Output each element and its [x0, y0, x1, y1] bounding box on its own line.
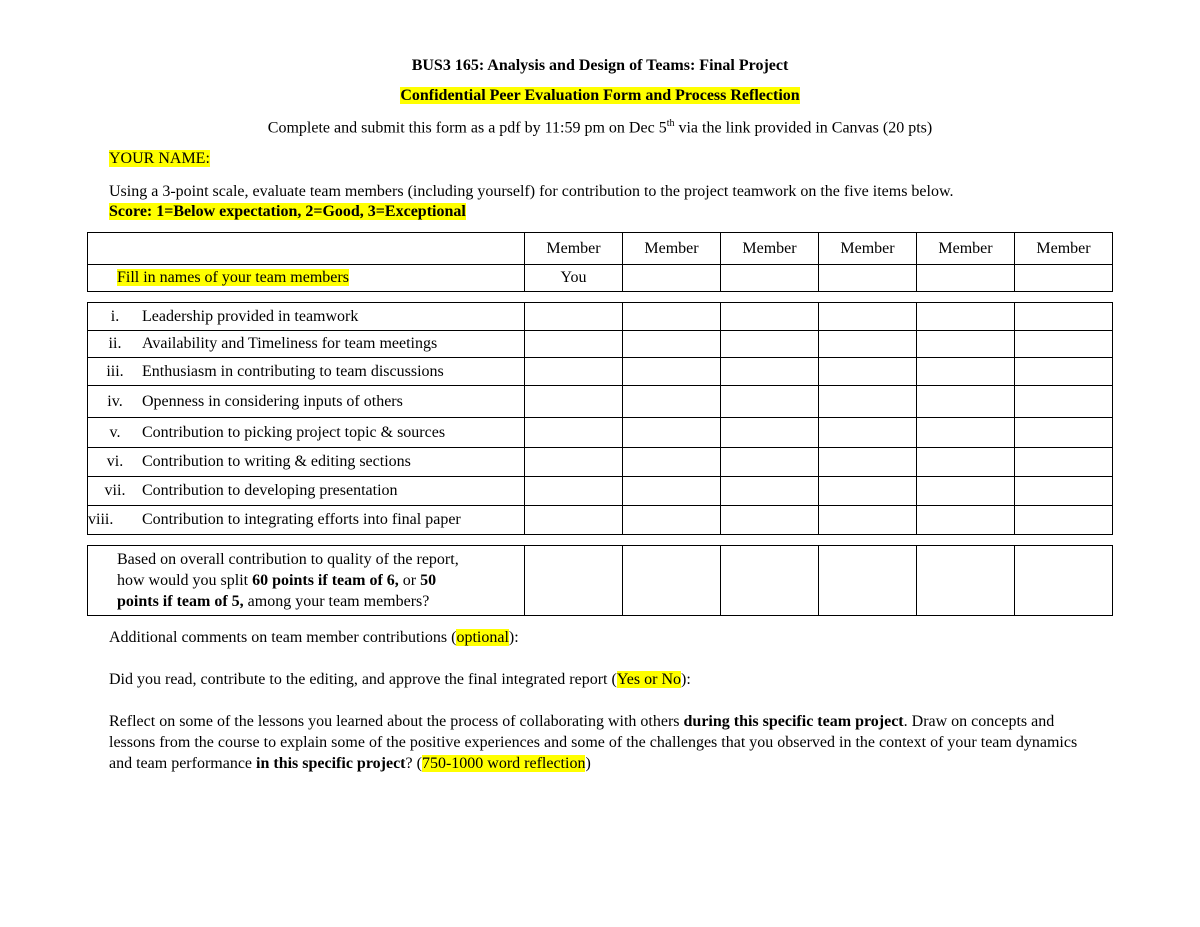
criterion-number: ii. [108, 335, 122, 352]
score-cell[interactable] [623, 418, 721, 448]
criterion-text: Leadership provided in teamwork [142, 307, 359, 325]
criteria-row [88, 477, 1113, 506]
criterion-cell [88, 448, 525, 477]
score-cell[interactable] [623, 303, 721, 331]
criteria-row [88, 448, 1113, 477]
member-name-5[interactable] [917, 265, 1015, 292]
criterion-number: vii. [104, 482, 126, 499]
score-cell[interactable] [1015, 386, 1113, 418]
member-name-2[interactable] [623, 265, 721, 292]
member-name-4[interactable] [819, 265, 917, 292]
score-cell[interactable] [917, 477, 1015, 506]
your-name-label: YOUR NAME: [109, 150, 210, 167]
criterion-number: v. [109, 423, 121, 441]
score-cell[interactable] [1015, 418, 1113, 448]
criteria-row [88, 331, 1113, 358]
score-cell[interactable] [1015, 448, 1113, 477]
score-cell[interactable] [819, 477, 917, 506]
criterion-number: viii. [88, 511, 114, 528]
criterion-cell [88, 386, 525, 418]
criterion-cell [88, 477, 525, 506]
score-cell[interactable] [525, 448, 623, 477]
score-cell[interactable] [819, 303, 917, 331]
member-header-1: Member [525, 233, 623, 265]
subtitle-highlight: Confidential Peer Evaluation Form and Process Reflection [400, 87, 800, 104]
fill-names-label: Fill in names of your team members [117, 269, 349, 286]
score-cell[interactable] [525, 303, 623, 331]
score-cell[interactable] [819, 331, 917, 358]
score-cell[interactable] [623, 386, 721, 418]
document-subtitle [0, 87, 1200, 105]
criterion-number: iv. [107, 392, 123, 410]
score-cell[interactable] [1015, 477, 1113, 506]
score-cell[interactable] [623, 448, 721, 477]
member-name-3[interactable] [721, 265, 819, 292]
score-cell[interactable] [721, 303, 819, 331]
criterion-text: Contribution to developing presentation [142, 482, 398, 499]
score-cell[interactable] [819, 448, 917, 477]
score-cell[interactable] [525, 477, 623, 506]
criterion-number: vi. [106, 453, 124, 470]
score-legend: Score: 1=Below expectation, 2=Good, 3=Exceptional [109, 203, 466, 220]
points-cell[interactable] [819, 546, 917, 616]
score-cell[interactable] [525, 358, 623, 386]
score-cell[interactable] [819, 386, 917, 418]
score-cell[interactable] [525, 506, 623, 535]
points-cell[interactable] [525, 546, 623, 616]
points-cell[interactable] [721, 546, 819, 616]
criteria-row [88, 506, 1113, 535]
score-cell[interactable] [525, 418, 623, 448]
member-header-3: Member [721, 233, 819, 265]
member-header-2: Member [623, 233, 721, 265]
points-table [87, 545, 1113, 616]
member-header-6: Member [1015, 233, 1113, 265]
criterion-text: Contribution to picking project topic & sources [142, 423, 446, 441]
score-cell[interactable] [1015, 331, 1113, 358]
score-cell[interactable] [1015, 358, 1113, 386]
scale-instruction-text: Using a 3-point scale, evaluate team members (including yourself) for contribution to the project teamwork on the five items below. [109, 183, 954, 200]
blank-header-cell [88, 233, 525, 265]
score-cell[interactable] [819, 506, 917, 535]
score-cell[interactable] [721, 448, 819, 477]
criterion-text: Contribution to integrating efforts into final paper [142, 511, 461, 528]
criterion-cell [88, 418, 525, 448]
reflection-prompt: Reflect on some of the lessons you learned about the process of collaborating with others during this specific team project. Draw on concepts and lessons from the course to explain some of the positive experiences and some of the challenges that you observed in the context of your team dynamics and team performance in this specific project? (750-1000 word reflection) [109, 713, 1078, 772]
criterion-text: Enthusiasm in contributing to team discussions [142, 362, 444, 380]
score-cell[interactable] [917, 331, 1015, 358]
score-cell[interactable] [721, 386, 819, 418]
member-header-5: Member [917, 233, 1015, 265]
additional-comments-prompt: Additional comments on team member contributions (optional): [109, 629, 519, 646]
criterion-cell [88, 506, 525, 535]
points-question: Based on overall contribution to quality of the report, how would you split 60 points if team of 6, or 50 points if team of 5, among your team members? [88, 546, 525, 616]
score-cell[interactable] [623, 506, 721, 535]
points-cell[interactable] [917, 546, 1015, 616]
score-cell[interactable] [917, 506, 1015, 535]
fill-names-cell [88, 265, 525, 292]
your-name-field[interactable] [109, 150, 210, 168]
score-cell[interactable] [1015, 303, 1113, 331]
approval-prompt: Did you read, contribute to the editing, and approve the final integrated report (Yes or No): [109, 671, 691, 688]
score-cell[interactable] [819, 418, 917, 448]
score-cell[interactable] [525, 331, 623, 358]
score-cell[interactable] [917, 386, 1015, 418]
score-cell[interactable] [721, 477, 819, 506]
criterion-number: iii. [106, 362, 124, 380]
criterion-cell [88, 331, 525, 358]
members-table [87, 232, 1113, 292]
member-header-4: Member [819, 233, 917, 265]
member-name-1[interactable]: You [525, 265, 623, 292]
score-cell[interactable] [721, 506, 819, 535]
scale-instructions [109, 182, 954, 222]
criterion-text: Openness in considering inputs of others [142, 392, 403, 410]
criteria-table [87, 302, 1113, 535]
score-cell[interactable] [917, 303, 1015, 331]
criterion-text: Availability and Timeliness for team meetings [142, 335, 438, 352]
score-cell[interactable] [525, 386, 623, 418]
criterion-cell [88, 303, 525, 331]
points-cell[interactable] [623, 546, 721, 616]
document-title: BUS3 165: Analysis and Design of Teams: Final Project [411, 57, 789, 74]
criteria-row [88, 386, 1113, 418]
points-cell[interactable] [1015, 546, 1113, 616]
member-name-6[interactable] [1015, 265, 1113, 292]
criteria-row [88, 303, 1113, 331]
score-cell[interactable] [1015, 506, 1113, 535]
criterion-cell [88, 358, 525, 386]
criterion-number: i. [110, 307, 120, 325]
score-cell[interactable] [917, 358, 1015, 386]
score-cell[interactable] [819, 358, 917, 386]
score-cell[interactable] [623, 331, 721, 358]
criteria-row [88, 358, 1113, 386]
criterion-text: Contribution to writing & editing sections [142, 453, 411, 470]
score-cell[interactable] [721, 418, 819, 448]
score-cell[interactable] [917, 448, 1015, 477]
score-cell[interactable] [721, 331, 819, 358]
score-cell[interactable] [623, 477, 721, 506]
submission-instructions: Complete and submit this form as a pdf by 11:59 pm on Dec 5th via the link provided in Canvas (20 pts) [267, 118, 933, 137]
score-cell[interactable] [623, 358, 721, 386]
score-cell[interactable] [721, 358, 819, 386]
score-cell[interactable] [917, 418, 1015, 448]
criteria-row [88, 418, 1113, 448]
